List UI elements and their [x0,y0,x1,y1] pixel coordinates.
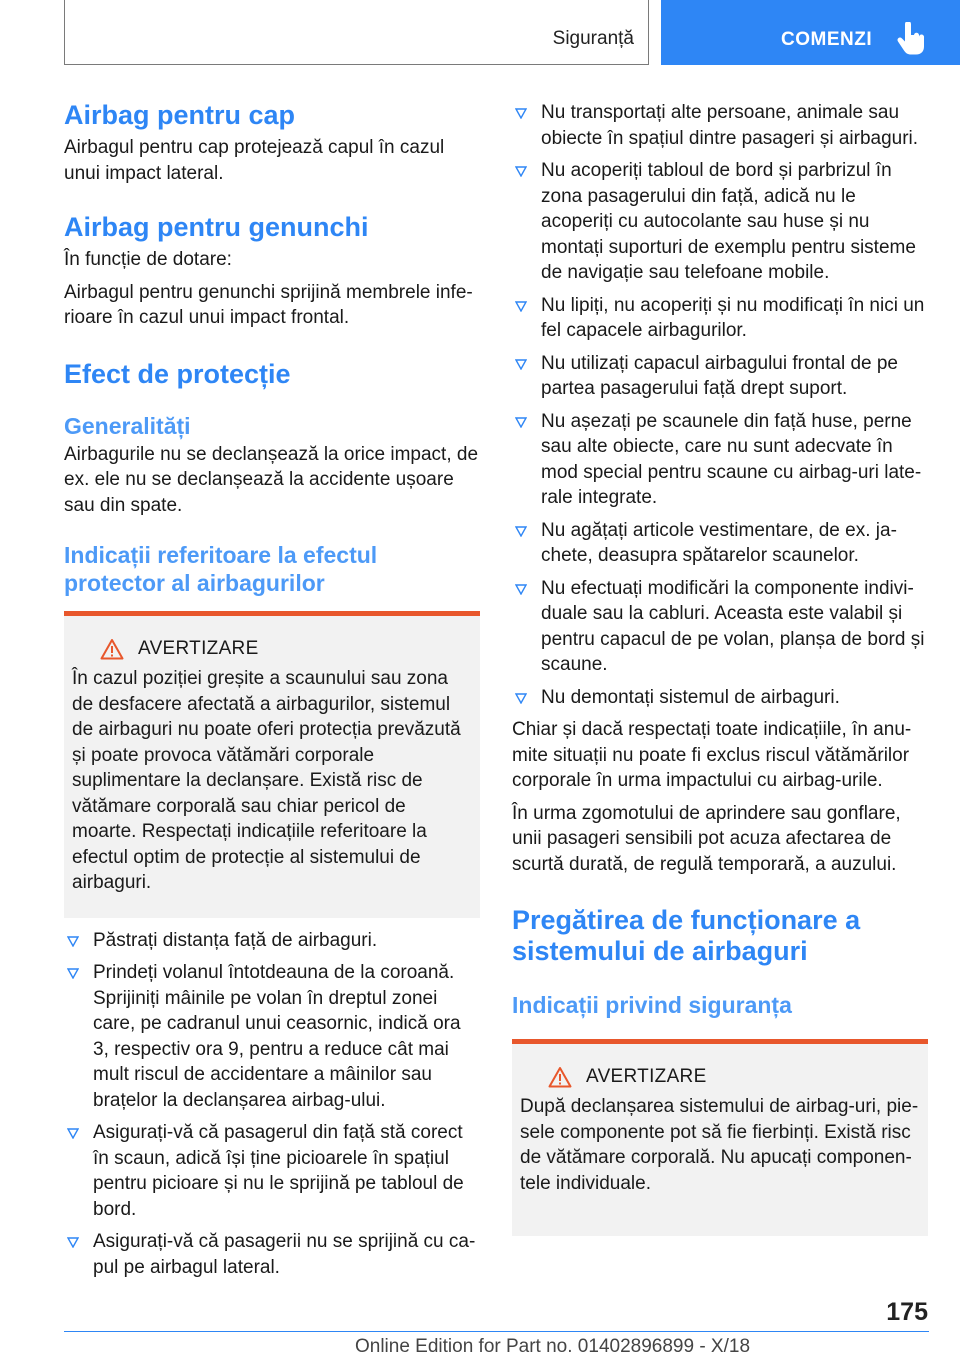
list-item: Nu transportați alte persoane, animale sau obiecte în spațiul dintre pasageri și airbaguri. [512,100,928,151]
warning-title: AVERTIZARE [586,1066,707,1087]
left-bullet-list [64,928,480,1281]
list-item: Nu efectuați modificări la componente individuale sau la cabluri. Aceasta este valabil și pentru capacul de pe volan, planșa de bord și scaune. [512,576,928,678]
pointing-hand-icon [897,22,925,56]
text-general: Airbagurile nu se declanșează la orice impact, de ex. ele nu se declanșează la accidente ușoare sau din spate. [64,443,479,516]
list-item: Nu demontați sistemul de airbaguri. [512,685,928,711]
bullet-triangle-icon [67,968,79,979]
bullet-triangle-icon [515,584,527,595]
edition-footer: Online Edition for Part no. 01402896899 - X/18 [354,1336,751,1357]
heading-head-airbag: Airbag pentru cap [64,100,296,130]
heading-protection-notes: Indicații referitoare la efectul protector al airbagurilor [64,542,378,596]
list-item: Asigurați-vă că pasagerii nu se sprijină cu capul pe airbagul lateral. [64,1229,480,1280]
heading-protection: Efect de protecție [64,358,291,389]
bullet-triangle-icon [515,359,527,370]
bullet-triangle-icon [515,417,527,428]
warning-box [512,1039,928,1236]
bullet-triangle-icon [67,936,79,947]
warning-title: AVERTIZARE [138,638,259,659]
left-column [64,100,480,1280]
bullet-triangle-icon [515,166,527,177]
commands-tab[interactable] [661,0,960,65]
footer-divider [64,1331,929,1332]
bullet-triangle-icon [67,1237,79,1248]
warning-box [64,611,480,918]
commands-label: COMENZI [781,29,873,50]
list-item: Nu acoperiți tabloul de bord și parbrizul în zona pasagerului din față, adică nu le acoperiți cu autocolante sau huse și nu montați suporturi de exemplu pentru sisteme de navigație sau telefoane mobile. [512,158,928,286]
list-item: Nu așezați pe scaunele din față huse, perne sau alte obiecte, care nu sunt adecvate în mod special pentru scaune cu airbag-uri laterale integrate. [512,409,928,511]
right-bullet-list [512,100,928,710]
warning-text: După declanșarea sistemului de airbag-uri, piesele componente pot să fie fierbinți. Există risc de vătămare corporală. Nu apucați componentele individuale. [520,1096,919,1194]
warning-triangle-icon [100,638,124,660]
right-column [512,100,928,1236]
text-knee-airbag: Airbagul pentru genunchi sprijină membrele inferioare în cazul unui impact frontal. [64,281,473,328]
text-hearing-effect: În urma zgomotului de aprindere sau gonflare, unii pasageri sensibili pot acuza afectarea de scurtă durată, de regulă temporară, a auzului. [512,802,901,875]
bullet-triangle-icon [67,1128,79,1139]
text-head-airbag: Airbagul pentru cap protejează capul în cazul unui impact lateral. [64,137,445,184]
heading-knee-airbag: Airbag pentru genunchi [64,212,369,242]
bullet-triangle-icon [515,526,527,537]
list-item: Nu utilizați capacul airbagului frontal de pe partea pasagerului față drept suport. [512,351,928,402]
list-item: Păstrați distanța față de airbaguri. [64,928,480,954]
list-item: Prindeți volanul întotdeauna de la coroană. Sprijiniți mâinile pe volan în dreptul zonei care, pe cadranul unui ceasornic, indică ora 3, respectiv ora 9, pentru a reduce cât mai mult riscul de accidentare a mâinilor sau brațelor la declanșarea airbag-ului. [64,960,480,1113]
list-item: Asigurați-vă că pasagerul din față stă corect în scaun, adică își ține picioarele în spațiul pentru picioare și nu le sprijină pe tabloul de bord. [64,1120,480,1222]
list-item: Nu lipiți, nu acoperiți și nu modificați în nici un fel capacele airbagurilor. [512,293,928,344]
header-section-box [64,0,649,65]
warning-triangle-icon [548,1066,572,1088]
heading-readiness: Pregătirea de funcționare a sistemului de airbaguri [512,905,861,966]
section-title: Siguranță [552,28,634,49]
page-number: 175 [886,1298,928,1326]
heading-general: Generalități [64,412,191,439]
bullet-triangle-icon [515,108,527,119]
heading-safety-notes: Indicații privind siguranța [512,992,792,1018]
warning-header [548,1066,920,1088]
bullet-triangle-icon [515,693,527,704]
list-item: Nu agățați articole vestimentare, de ex. jachete, deasupra spătarelor scaunelor. [512,518,928,569]
text-knee-equipment: În funcție de dotare: [64,249,232,270]
text-residual-risk: Chiar și dacă respectați toate indicațiile, în anumite situații nu poate fi exclus riscul vătămărilor corporale în urma impactului cu airbag-urile. [512,719,912,791]
warning-header [100,638,472,660]
warning-text: În cazul poziției greșite a scaunului sau zona de desfacere afectată a airbagurilor, sistemul de airbaguri nu poate oferi protecția prevăzută și poate provoca vătămări corporale suplimentare la declanșare. Există risc de vătămare corporală sau chiar pericol de moarte. Respectați indicațiile referitoare la efectul optim de protecție al sistemului de airbaguri. [72,668,461,893]
bullet-triangle-icon [515,301,527,312]
